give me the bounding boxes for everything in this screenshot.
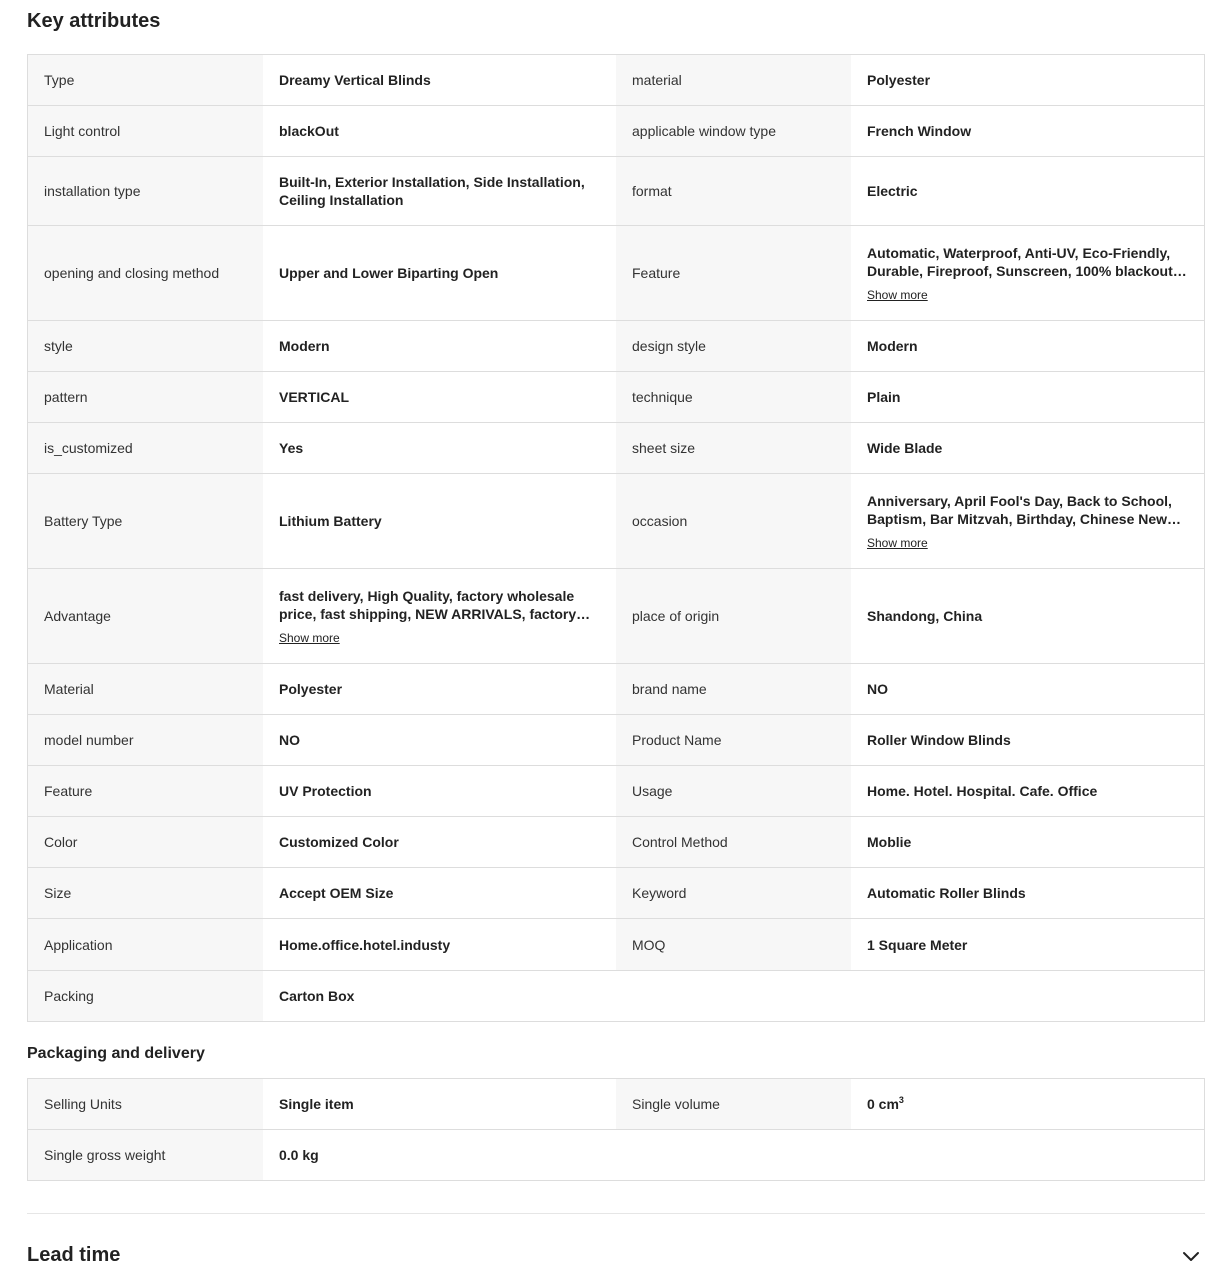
attribute-row [28, 372, 1204, 423]
attribute-value: Modern [263, 321, 616, 371]
packaging-row [28, 1130, 1204, 1181]
attribute-key: brand name [616, 664, 851, 714]
attribute-value-text: Automatic, Waterproof, Anti-UV, Eco-Friendly, Durable, Fireproof, Sunscreen, 100% blackout, [867, 245, 1177, 279]
attribute-key: Application [28, 919, 263, 970]
packaging-key: Single volume [616, 1079, 851, 1129]
attribute-value: Electric [851, 157, 1204, 225]
packaging-table [27, 1078, 1205, 1181]
attribute-row [28, 423, 1204, 474]
attribute-value: Modern [851, 321, 1204, 371]
section-divider [27, 1213, 1205, 1214]
attribute-key: Usage [616, 766, 851, 816]
attribute-value: Roller Window Blinds [851, 715, 1204, 765]
attribute-key: installation type [28, 157, 263, 225]
attribute-key: is_customized [28, 423, 263, 473]
attribute-value: Customized Color [263, 817, 616, 867]
attribute-key: Keyword [616, 868, 851, 918]
attribute-row [28, 971, 1204, 1022]
attribute-row [28, 226, 1204, 321]
show-more-link[interactable]: Show more [867, 536, 928, 550]
attribute-key: Color [28, 817, 263, 867]
attribute-row [28, 715, 1204, 766]
attribute-value: Carton Box [263, 971, 1204, 1021]
attribute-key: sheet size [616, 423, 851, 473]
attribute-value [263, 157, 616, 225]
attribute-value: Dreamy Vertical Blinds [263, 55, 616, 105]
attribute-row [28, 868, 1204, 919]
packaging-value [851, 1079, 1204, 1129]
attribute-value: Wide Blade [851, 423, 1204, 473]
attribute-row [28, 474, 1204, 569]
attribute-key: format [616, 157, 851, 225]
attribute-key: applicable window type [616, 106, 851, 156]
attribute-value: Moblie [851, 817, 1204, 867]
attribute-value [263, 569, 616, 663]
attribute-value: UV Protection [263, 766, 616, 816]
attribute-value: French Window [851, 106, 1204, 156]
packaging-title: Packaging and delivery [27, 1045, 205, 1062]
key-attributes-table [27, 54, 1205, 1022]
volume-number: 0 cm [867, 1096, 899, 1112]
attribute-row [28, 664, 1204, 715]
attribute-value-text: fast delivery, High Quality, factory wholesale price, fast shipping, NEW ARRIVALS, factory [279, 588, 577, 622]
attribute-key: Battery Type [28, 474, 263, 568]
attribute-value: Upper and Lower Biparting Open [263, 226, 616, 320]
attribute-value [851, 474, 1204, 568]
attribute-value: 1 Square Meter [851, 919, 1204, 970]
volume-unit-superscript: 3 [898, 1095, 904, 1105]
attribute-key: Light control [28, 106, 263, 156]
attribute-value: Yes [263, 423, 616, 473]
attribute-key: Advantage [28, 569, 263, 663]
packaging-row [28, 1079, 1204, 1130]
attribute-value: Polyester [263, 664, 616, 714]
attribute-row [28, 766, 1204, 817]
lead-time-title[interactable]: Lead time [27, 1244, 121, 1265]
attribute-key: Material [28, 664, 263, 714]
chevron-down-icon[interactable] [1181, 1246, 1201, 1265]
attribute-key: material [616, 55, 851, 105]
attribute-key: Size [28, 868, 263, 918]
attribute-value-text: Built-In, Exterior Installation, Side Installation, Ceiling Installation [279, 174, 585, 208]
attribute-key: Type [28, 55, 263, 105]
attribute-key: Feature [616, 226, 851, 320]
attribute-key: style [28, 321, 263, 371]
packaging-key: Selling Units [28, 1079, 263, 1129]
attribute-key: model number [28, 715, 263, 765]
attribute-value: Accept OEM Size [263, 868, 616, 918]
attribute-key: opening and closing method [28, 226, 263, 320]
attribute-value: Polyester [851, 55, 1204, 105]
attribute-key: MOQ [616, 919, 851, 970]
attribute-value: NO [851, 664, 1204, 714]
attribute-value: Shandong, China [851, 569, 1204, 663]
attribute-value: Home.office.hotel.industy [263, 919, 616, 970]
attribute-row [28, 569, 1204, 664]
attribute-key: Control Method [616, 817, 851, 867]
attribute-value [851, 226, 1204, 320]
attribute-value: NO [263, 715, 616, 765]
attribute-key: Feature [28, 766, 263, 816]
attribute-key: Product Name [616, 715, 851, 765]
attribute-key: design style [616, 321, 851, 371]
attribute-key: technique [616, 372, 851, 422]
attribute-value: VERTICAL [263, 372, 616, 422]
single-volume-value [867, 1095, 1188, 1113]
attribute-value: Plain [851, 372, 1204, 422]
show-more-link[interactable]: Show more [867, 288, 928, 302]
attribute-value: Home. Hotel. Hospital. Cafe. Office [851, 766, 1204, 816]
attribute-value: blackOut [263, 106, 616, 156]
attribute-row [28, 321, 1204, 372]
packaging-key: Single gross weight [28, 1130, 263, 1180]
attribute-row [28, 106, 1204, 157]
key-attributes-title: Key attributes [27, 10, 161, 32]
attribute-value: Automatic Roller Blinds [851, 868, 1204, 918]
attribute-row [28, 919, 1204, 971]
packaging-value: 0.0 kg [263, 1130, 1204, 1180]
attribute-value: Lithium Battery [263, 474, 616, 568]
attribute-key: Packing [28, 971, 263, 1021]
attribute-row [28, 157, 1204, 226]
attribute-value-text: Anniversary, April Fool's Day, Back to School, Baptism, Bar Mitzvah, Birthday, Chinese New [867, 493, 1172, 527]
attribute-row [28, 55, 1204, 106]
attribute-key: occasion [616, 474, 851, 568]
packaging-value: Single item [263, 1079, 616, 1129]
show-more-link[interactable]: Show more [279, 631, 340, 645]
attribute-key: pattern [28, 372, 263, 422]
attribute-key: place of origin [616, 569, 851, 663]
attribute-row [28, 817, 1204, 868]
